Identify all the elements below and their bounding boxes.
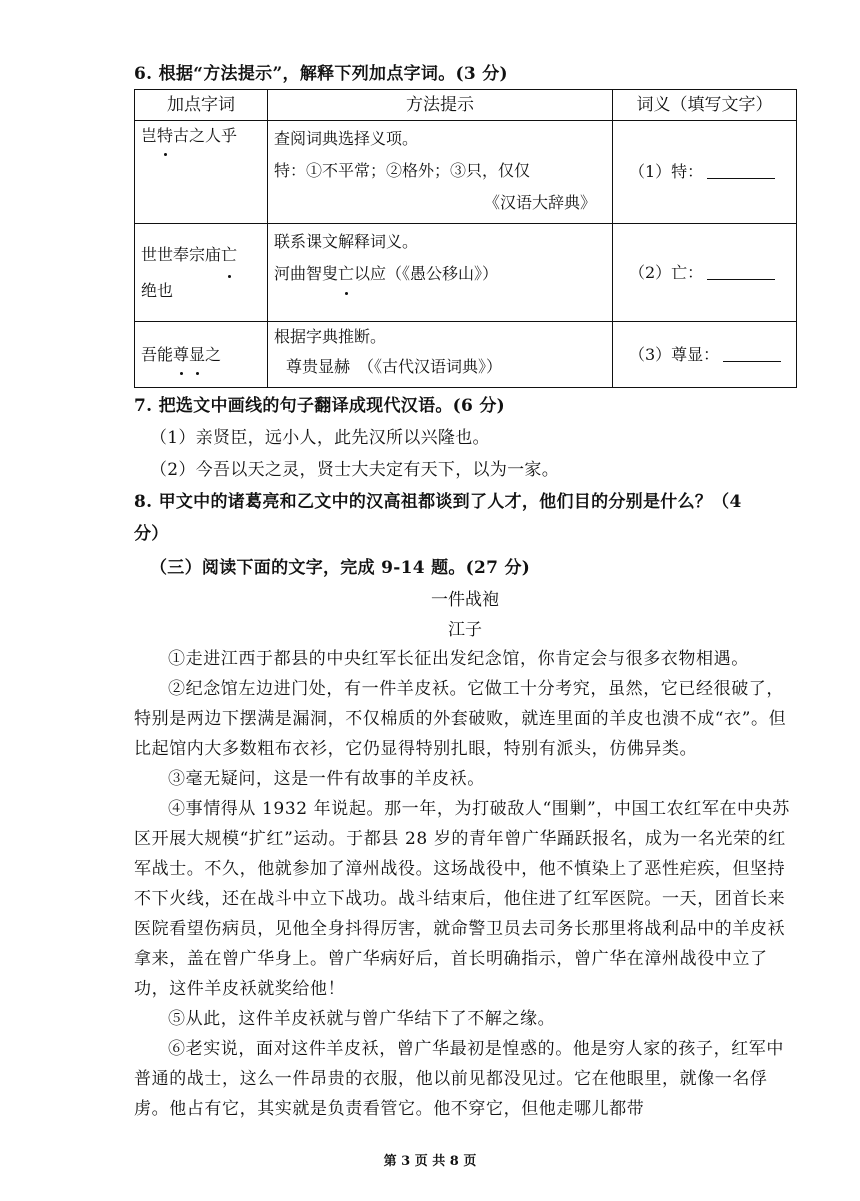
word-text: 之: [205, 344, 222, 364]
word-text: 吾能: [141, 344, 174, 364]
hint-text: 河曲智叟: [274, 264, 339, 283]
word-cell: [135, 121, 268, 224]
word-text: 岂: [141, 126, 158, 145]
paragraph: ①走进江西于都县的中央红军长征出发纪念馆，你肯定会与很多衣物相遇。: [168, 649, 749, 669]
q7-item-2: （2）今吾以天之灵，贤士大夫定有天下，以为一家。: [150, 460, 560, 480]
paragraph: ⑥老实说，面对这件羊皮袄，曾广华最初是惶惑的。他是穷人家的孩子，红军中普通的战士，这么一件昂贵的衣服，他以前见都没见过。它在他眼里，就像一名俘虏。他占有它，其实就是负责看管它。他不穿它，但他走哪儿都带: [134, 1039, 784, 1119]
hint-cell: [268, 322, 613, 388]
table-row: [135, 224, 797, 322]
q7-heading: 7. 把选文中画线的句子翻译成现代汉语。(6 分): [134, 396, 505, 416]
dotted-char: 特: [157, 121, 173, 151]
word-cell: [135, 322, 268, 388]
word-cell: [135, 224, 268, 322]
hint-body: 特：①不平常；②格外；③只，仅仅: [274, 161, 531, 180]
article-author: 江子: [448, 620, 482, 640]
word-text: 绝也: [141, 280, 174, 300]
answer-label: （1）特：: [629, 162, 704, 181]
article-title: 一件战袍: [431, 590, 499, 610]
q7-item-1: （1）亲贤臣，远小人，此先汉所以兴隆也。: [150, 428, 490, 448]
hint-cell: [268, 224, 613, 322]
table-row: [135, 322, 797, 388]
word-text: 古之人乎: [173, 126, 238, 145]
answer-cell: [613, 322, 797, 388]
table-row: [135, 121, 797, 224]
hint-title: 根据字典推断。: [274, 327, 387, 346]
q6-table: [134, 89, 797, 388]
answer-label: （3）尊显：: [629, 344, 720, 364]
paragraph: ④事情得从 1932 年说起。那一年，为打破敌人“围剿”，中国工农红军在中央苏区开展大规模“扩红”运动。于都县 28 岁的青年曾广华踊跃报名，成为一名光荣的红军战士。不久，他就参加了漳州战役。这场战役中，他不慎染上了恶性疟疾，但坚持不下火线，还在战斗中立下战功。战斗结束后，他住进了红军医院。一天，团首长来医院看望伤病员，见他全身抖得厉害，就命警卫员去司务长那里将战利品中的羊皮袄拿来，盖在曾广华身上。曾广华病好后，首长明确指示，曾广华在漳州战役中立了功，这件羊皮袄就奖给他！: [134, 799, 790, 999]
answer-blank[interactable]: [707, 261, 775, 280]
table-header-row: [135, 90, 797, 121]
answer-cell: [613, 224, 797, 322]
page-footer: 第 3 页 共 8 页: [383, 1154, 477, 1169]
col-header-word: 加点字词: [135, 90, 268, 121]
dotted-char: 亡: [338, 258, 354, 290]
article-body: [134, 644, 794, 1124]
answer-blank[interactable]: [707, 160, 775, 179]
hint-text: 以应（《愚公移山》）: [354, 264, 499, 283]
answer-label: （2）亡：: [629, 262, 704, 282]
section-heading: （三）阅读下面的文字，完成 9-14 题。(27 分): [150, 558, 531, 578]
q8-line-1: 8. 甲文中的诸葛亮和乙文中的汉高祖都谈到了人才，他们目的分别是什么？（4: [134, 492, 742, 512]
hint-source: 《汉语大辞典》: [483, 193, 596, 212]
hint-body: [274, 258, 606, 290]
hint-title: 查阅词典选择义项。: [274, 129, 419, 148]
hint-title: 联系课文解释词义。: [274, 232, 419, 251]
dotted-char: 尊: [173, 340, 189, 370]
col-header-meaning: 词义（填写文字）: [613, 90, 797, 121]
dotted-char: 显: [189, 340, 205, 370]
answer-cell: [613, 121, 797, 224]
q6-heading: 6. 根据“方法提示”，解释下列加点字词。(3 分): [134, 64, 508, 84]
paragraph: ②纪念馆左边进门处，有一件羊皮袄。它做工十分考究，虽然，它已经很破了，特别是两边下摆满是漏洞，不仅棉质的外套破败，就连里面的羊皮也溃不成“衣”。但比起馆内大多数粗布衣衫，它仍显得特别扎眼，特别有派头，仿佛异类。: [134, 679, 787, 759]
paragraph: ⑤从此，这件羊皮袄就与曾广华结下了不解之缘。: [168, 1009, 556, 1029]
q8-line-2: 分）: [134, 524, 169, 544]
paragraph: ③毫无疑问，这是一件有故事的羊皮袄。: [168, 769, 485, 789]
answer-blank[interactable]: [723, 343, 781, 362]
dotted-char: 亡: [221, 237, 237, 273]
hint-cell: [268, 121, 613, 224]
hint-body: 尊贵显赫 （《古代汉语词典》）: [286, 357, 503, 376]
col-header-hint: 方法提示: [268, 90, 613, 121]
word-text: 世世奉宗庙: [141, 244, 222, 264]
